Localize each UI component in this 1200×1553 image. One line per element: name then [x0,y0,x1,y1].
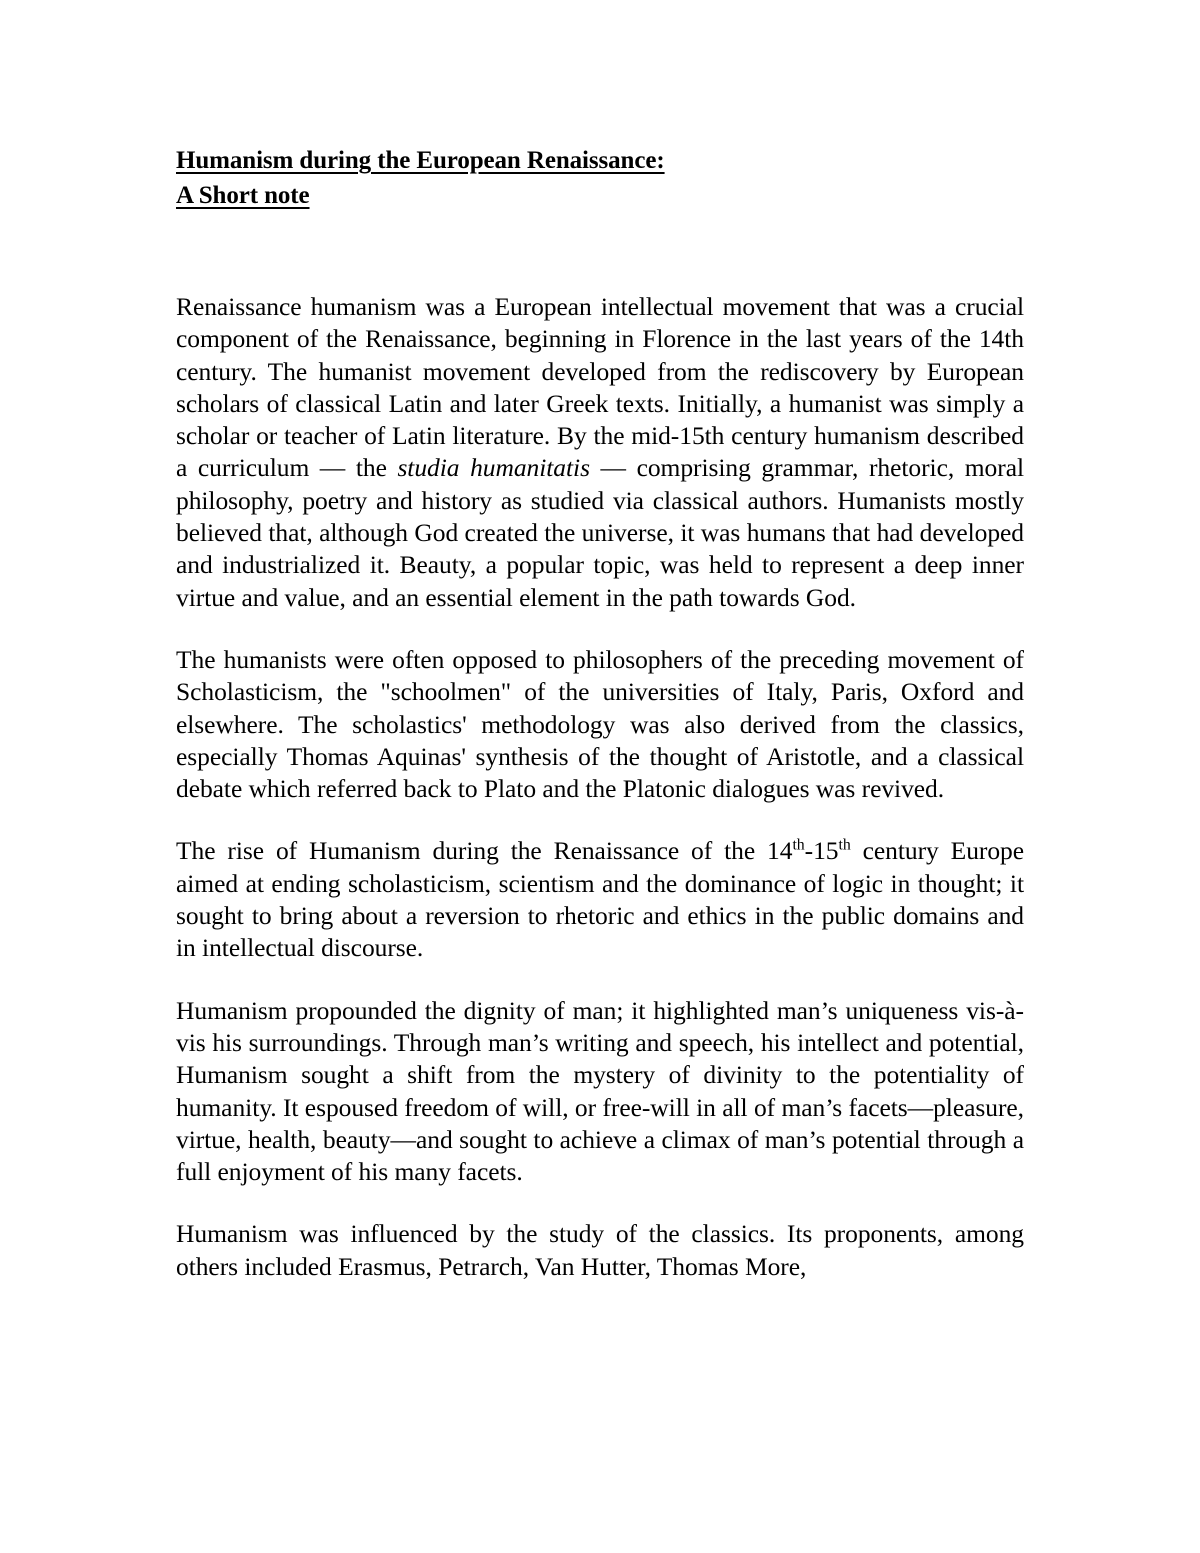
paragraph-2-text: The humanists were often opposed to philosophers of the preceding movement of Scholasticism, the "schoolmen" of the universities of Italy, Paris, Oxford and elsewhere. The scholastics' methodology was also derived from the classics, especially Thomas Aquinas' synthesis of the thought of Aristotle, and a classical debate which referred back to Plato and the Platonic dialogues was revived. [176,644,1024,804]
ordinal-suffix-14th: th [792,836,805,854]
page-title-line-2: A Short note [176,182,310,209]
paragraph-3-text-b: century Europe aimed at ending scholasticism, scientism and the dominance of logic in thought; it sought to bring about a reversion to rhetoric and ethics in the public domains and in intellectual discourse. [176,836,1024,963]
page-title-line-1: Humanism during the European Renaissance: [176,147,665,174]
ordinal-suffix-15th: th [838,836,851,854]
paragraph-3-text-mid: -15 [804,836,839,866]
title-spacer [176,213,1024,291]
body-paragraph-4 [176,995,1024,1189]
paragraph-4-text: Humanism propounded the dignity of man; it highlighted man’s uniqueness vis-à-vis his surroundings. Through man’s writing and speech, his intellect and potential, Humanism sought a shift from the mystery of divinity to the potentiality of humanity. It espoused freedom of will, or free-will in all of man’s facets—pleasure, virtue, health, beauty—and sought to achieve a climax of man’s potential through a full enjoyment of his many facets. [176,995,1024,1187]
paragraph-1-text-b: — comprising grammar, rhetoric, moral philosophy, poetry and history as studied via classical authors. Humanists mostly believed that, although God created the universe, it was humans that had developed and industrialized it. Beauty, a popular topic, was held to represent a deep inner virtue and value, and an essential element in the path towards God. [176,453,1024,612]
body-paragraph-1 [176,291,1024,614]
body-paragraph-5 [176,1218,1024,1283]
paragraph-3-text-a: The rise of Humanism during the Renaissance of the 14 [176,836,793,866]
latin-term-studia-humanitatis: studia humanitatis [397,453,590,483]
body-paragraph-2 [176,644,1024,805]
body-paragraph-3 [176,835,1024,964]
paragraph-5-text: Humanism was influenced by the study of the classics. Its proponents, among others included Erasmus, Petrarch, Van Hutter, Thomas More, [176,1219,1024,1281]
paragraph-1-text-a: Renaissance humanism was a European intellectual movement that was a crucial component of the Renaissance, beginning in Florence in the last years of the 14th century. The humanist movement developed from the rediscovery by European scholars of classical Latin and later Greek texts. Initially, a humanist was simply a scholar or teacher of Latin literature. By the mid-15th century humanism described a curriculum — the [176,292,1024,483]
page-title [176,143,1024,213]
